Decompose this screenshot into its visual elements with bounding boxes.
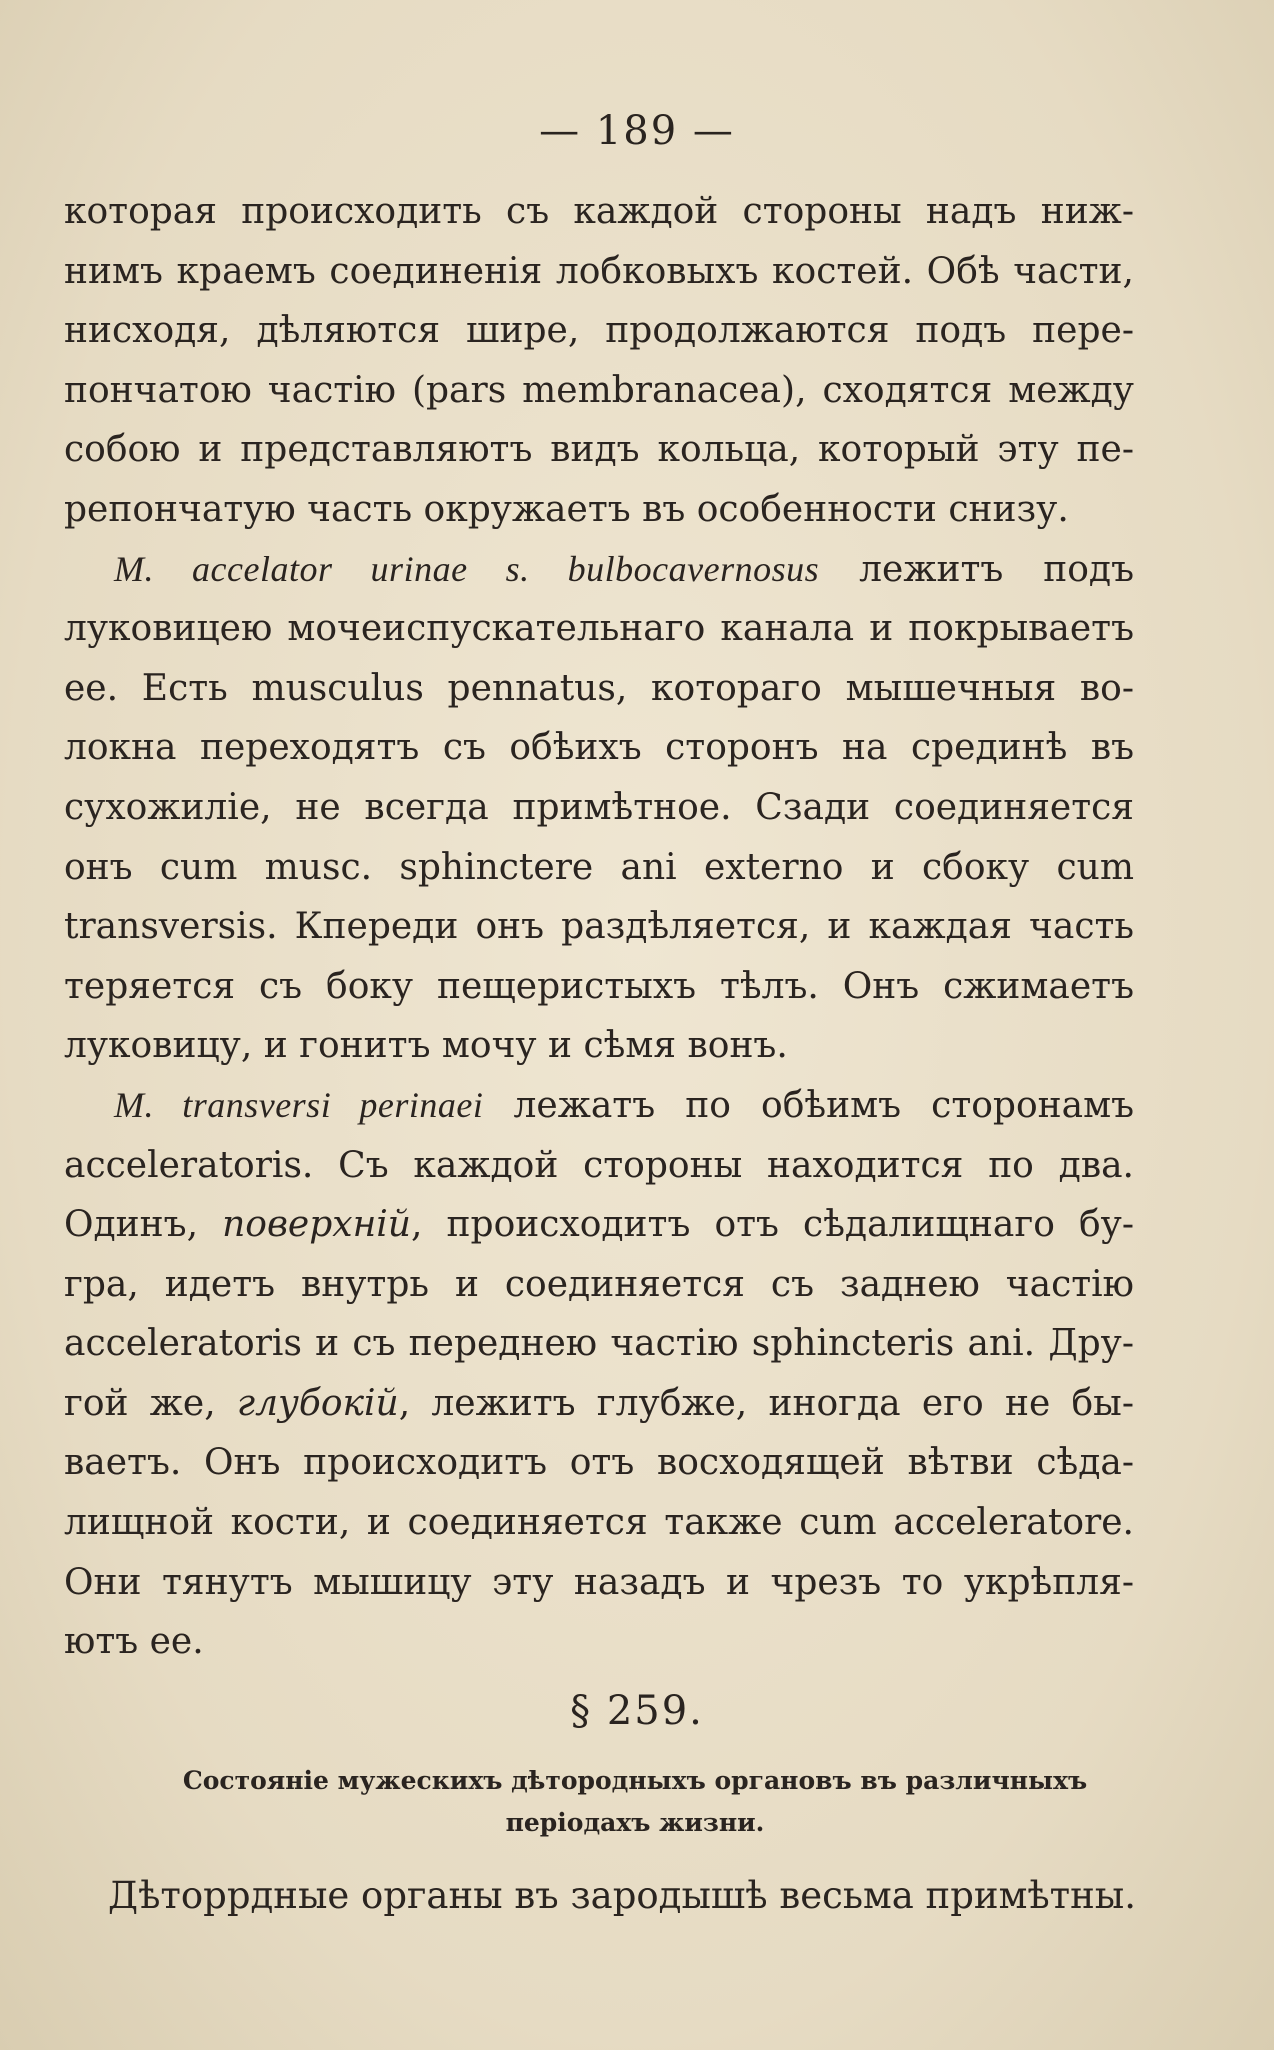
text-line: сухожиліе, не всегда примѣтное. Сзади соединяется: [64, 786, 1134, 828]
text-line: которая происходить съ каждой стороны надъ ниж-: [64, 191, 1134, 232]
paragraph-3: [64, 1076, 1134, 1672]
text-run: гой же,: [64, 1382, 237, 1424]
italic-term: глубокій: [236, 1382, 399, 1424]
latin-term: M. transversi perinaei: [114, 1084, 484, 1125]
section-first-line: Дѣторрдные органы въ зародышѣ весьма примѣтны.: [108, 1874, 1136, 1917]
text-line: луковицею мочеиспускательнаго канала и покрываетъ: [64, 608, 1134, 650]
text-line: луковицу, и гонитъ мочу и сѣмя вонъ.: [64, 1025, 788, 1067]
page-number: — 189 —: [539, 108, 735, 154]
text-line: нисходя, дѣляются шире, продолжаются подъ пере-: [64, 310, 1134, 352]
body-text: [64, 182, 1134, 1672]
text-line: лищной кости, и соединяется также cum acceleratore.: [64, 1502, 1134, 1544]
section-title: [110, 1760, 1160, 1844]
text-line: пончатою частію (pars membranacea), сходятся между: [64, 369, 1134, 411]
text-line: ваетъ. Онъ происходитъ отъ восходящей вѣтви сѣда-: [64, 1442, 1134, 1484]
latin-term: M. accelator urinae s. bulbocavernosus: [114, 548, 820, 589]
text-line: ютъ ее.: [64, 1621, 204, 1663]
section-title-line: періодахъ жизни.: [505, 1808, 765, 1837]
text-line: собою и представляютъ видъ кольца, который эту пе-: [64, 429, 1134, 471]
text-line: acceleratoris. Съ каждой стороны находится по два.: [64, 1144, 1134, 1186]
text-line: онъ cum musc. sphinctere ani externo и сбоку cum: [64, 846, 1134, 888]
text-line: acceleratoris и съ переднею частію sphincteris ani. Дру-: [64, 1323, 1134, 1365]
text-run: лежитъ подъ: [819, 548, 1135, 590]
italic-term: поверхній: [222, 1204, 411, 1246]
text-line: гра, идетъ внутрь и соединяется съ заднею частію: [64, 1263, 1134, 1305]
section-number: § 259.: [570, 1688, 704, 1734]
paragraph-2: [64, 540, 1134, 1076]
text-line: локна переходятъ съ обѣихъ сторонъ на срединѣ въ: [64, 727, 1134, 769]
text-line: transversis. Кпереди онъ раздѣляется, и каждая часть: [64, 906, 1134, 948]
text-line: [64, 1076, 1134, 1136]
text-run: лежатъ по обѣимъ сторонамъ: [483, 1084, 1134, 1126]
text-line: [64, 1195, 1134, 1255]
text-run: Одинъ,: [64, 1204, 223, 1246]
text-run: , происходитъ отъ сѣдалищнаго бу-: [411, 1204, 1134, 1246]
paragraph-1: [64, 182, 1134, 540]
text-line: Они тянутъ мышицу эту назадъ и чрезъ то укрѣпля-: [64, 1561, 1134, 1603]
text-run: , лежитъ глубже, иногда его не бы-: [398, 1382, 1134, 1424]
text-line: репончатую часть окружаетъ въ особенности снизу.: [64, 488, 1069, 530]
section-title-line: Состояніе мужескихъ дѣтородныхъ органовъ въ различныхъ: [182, 1766, 1088, 1795]
text-line: [64, 540, 1134, 600]
text-line: [64, 1374, 1134, 1434]
text-line: ее. Есть musculus pennatus, котораго мышечныя во-: [64, 667, 1134, 709]
text-line: нимъ краемъ соединенія лобковыхъ костей. Обѣ части,: [64, 250, 1134, 292]
text-line: теряется съ боку пещеристыхъ тѣлъ. Онъ сжимаетъ: [64, 965, 1134, 1007]
